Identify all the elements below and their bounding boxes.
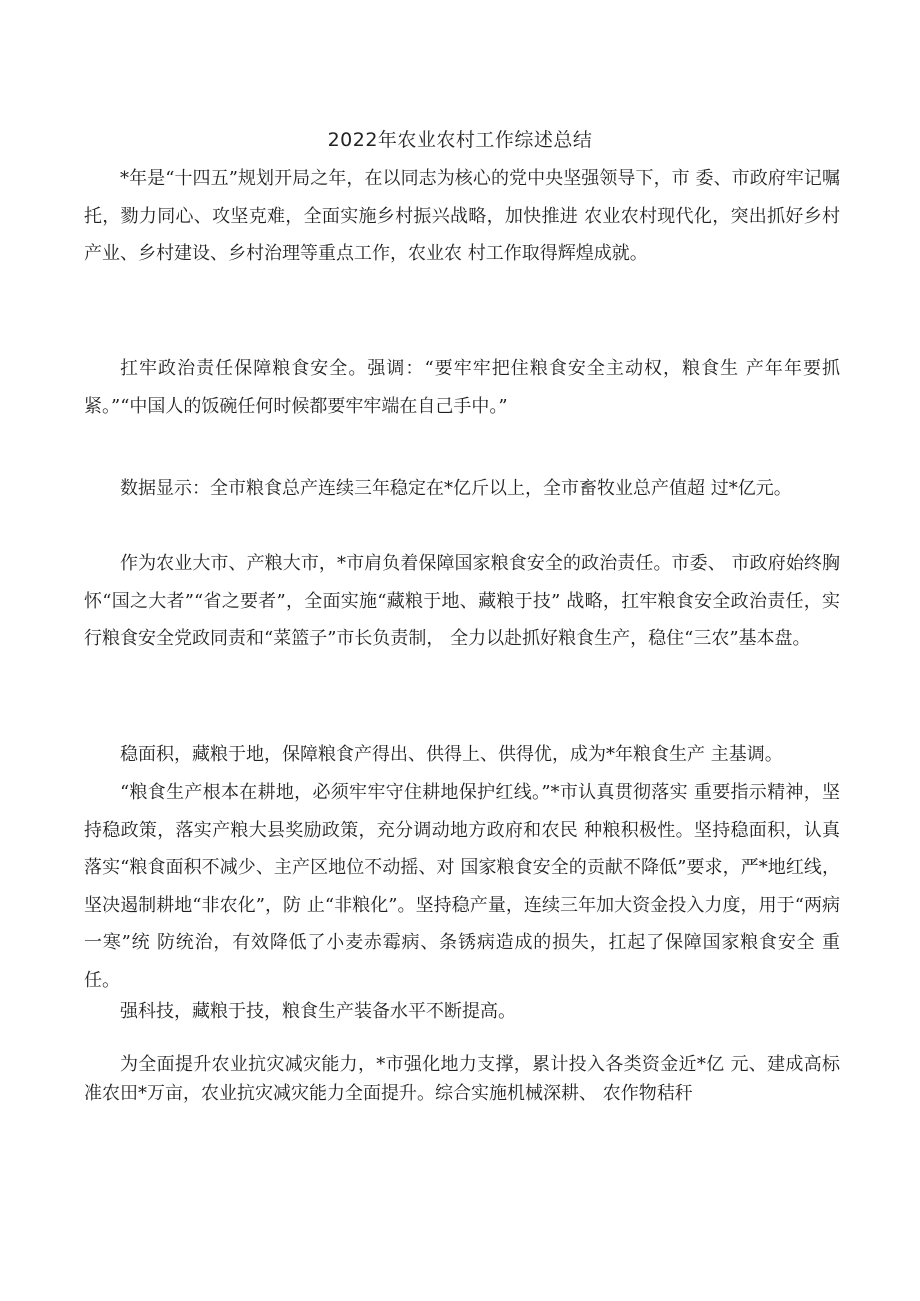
paragraph: “粮食生产根本在耕地，必须牢牢守住耕地保护红线。”*市认真贯彻落实 重要指示精神，坚持稳政策，落实产粮大县奖励政策，充分调动地方政府和农民 种粮积极性。坚持稳面积，认真落实“粮食面积不减少、主产区地位不动摇、对 国家粮食安全的贡献不降低”要求，严*地红线，坚决遏制耕地“非农化”，防 止“非粮化”。坚持稳产量，连续三年加大资金投入力度，用于“两病一寒”统 防统治，有效降低了小麦赤霉病、条锈病造成的损失，扛起了保障国家粮食安全 重任。 [84, 782, 840, 991]
paragraph-technology [84, 1001, 840, 1023]
paragraph: *年是“十四五”规划开局之年，在以同志为核心的党中央坚强领导下，市 委、市政府牢记嘱托，勠力同心、攻坚克难，全面实施乡村振兴战略，加快推进 农业农村现代化，突出抓好乡村产业、乡村建设、乡村治理等重点工作，农业农 村工作取得辉煌成就。 [84, 168, 840, 265]
paragraph-intro [84, 160, 840, 273]
paragraph-data [84, 470, 840, 508]
paragraph: 为全面提升农业抗灾减灾能力，*市强化地力支撑，累计投入各类资金近*亿 元、建成高标准农田*万亩，农业抗灾减灾能力全面提升。综合实施机械深耕、 农作物秸秆 [84, 1054, 840, 1104]
document-title: 2022年农业农村工作综述总结 [327, 129, 593, 151]
paragraph-disaster-resistance [84, 1050, 840, 1108]
paragraph-farmland [84, 774, 840, 1000]
paragraph-stabilize-area [84, 736, 840, 774]
paragraph-grain-safety [84, 350, 840, 425]
paragraph: 数据显示：全市粮食总产连续三年稳定在*亿斤以上，全市畜牧业总产值超 过*亿元。 [120, 478, 792, 499]
paragraph: 扛牢政治责任保障粮食安全。强调：“要牢牢把住粮食安全主动权，粮食生 产年年要抓紧。”“中国人的饭碗任何时候都要牢牢端在自己手中。” [84, 358, 840, 417]
paragraph-responsibility [84, 545, 840, 658]
paragraph: 稳面积，藏粮于地，保障粮食产得出、供得上、供得优，成为*年粮食生产 主基调。 [120, 744, 783, 765]
paragraph: 作为农业大市、产粮大市，*市肩负着保障国家粮食安全的政治责任。市委、 市政府始终胸怀“国之大者”“省之要者”，全面实施“藏粮于地、藏粮于技” 战略，扛牢粮食安全政治责任，实行粮食安全党政同责和“菜篮子”市长负责制， 全力以赴抓好粮食生产，稳住“三农”基本盘。 [84, 553, 840, 650]
paragraph: 强科技，藏粮于技，粮食生产装备水平不断提高。 [120, 1001, 516, 1022]
